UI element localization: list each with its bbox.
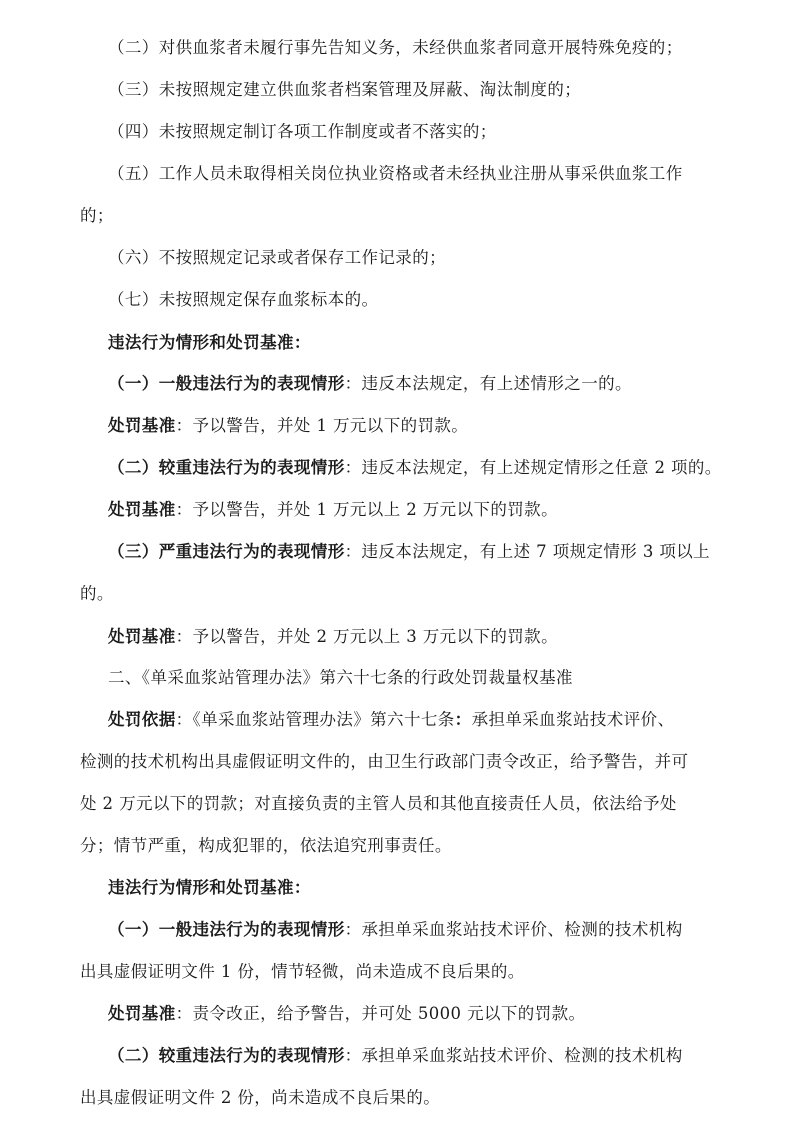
- section1-severe-penalty-label: 处罚基准: [108, 627, 176, 646]
- section1-severe-cont: 的。: [80, 584, 114, 603]
- section1-general-penalty: [108, 415, 730, 437]
- section1-heading: 违法行为情形和处罚基准：: [108, 333, 311, 352]
- section2-general-penalty-label: 处罚基准: [108, 1004, 176, 1023]
- section1-general: [108, 373, 730, 395]
- item-7: （七）未按照规定保存血浆标本的。: [108, 290, 379, 309]
- item-5: （五）工作人员未取得相关岗位执业资格或者未经执业注册从事采供血浆工作: [108, 164, 683, 183]
- section2-general-penalty-text: ：责令改正，给予警告，并可处 5000 元以下的罚款。: [175, 1004, 586, 1023]
- section2-serious-label: （二）较重违法行为的表现情形: [108, 1046, 345, 1065]
- section1-serious-penalty: [108, 499, 730, 521]
- item-5-cont: 的；: [80, 206, 114, 225]
- section2-serious: [108, 1045, 730, 1067]
- item-3: （三）未按照规定建立供血浆者档案管理及屏蔽、淘汰制度的；: [108, 80, 582, 99]
- section2-basis-line-2: 检测的技术机构出具虚假证明文件的，由卫生行政部门责令改正，给予警告，并可: [80, 752, 689, 771]
- section2-basis-line-4: 分；情节严重，构成犯罪的，依法追究刑事责任。: [80, 836, 452, 855]
- section1-severe-penalty-text: ：予以警告，并处 2 万元以上 3 万元以下的罚款。: [175, 627, 558, 646]
- section2-general-text: ：承担单采血浆站技术评价、检测的技术机构: [344, 920, 683, 939]
- section2-general: [108, 919, 730, 941]
- section2-heading: 违法行为情形和处罚基准：: [108, 878, 311, 897]
- section1-serious: [108, 457, 730, 479]
- section1-severe-text: ：违反本法规定，有上述 7 项规定情形 3 项以上: [344, 542, 711, 561]
- item-4: （四）未按照规定制订各项工作制度或者不落实的；: [108, 122, 497, 141]
- section1-serious-penalty-label: 处罚基准: [108, 500, 176, 519]
- section2-general-penalty: [108, 1003, 730, 1025]
- section1-severe-label: （三）严重违法行为的表现情形: [108, 542, 345, 561]
- section2-serious-text: ：承担单采血浆站技术评价、检测的技术机构: [344, 1046, 683, 1065]
- section1-severe-penalty: [108, 626, 730, 648]
- section2-basis-colon: ：: [454, 710, 472, 729]
- section1-serious-label: （二）较重违法行为的表现情形: [108, 458, 345, 477]
- section2-serious-cont: 出具虚假证明文件 2 份，尚未造成不良后果的。: [80, 1088, 441, 1107]
- section2-basis-ref: ：《单采血浆站管理办法》第六十七条: [175, 710, 455, 729]
- item-6: （六）不按照规定记录或者保存工作记录的；: [108, 248, 446, 267]
- section2-basis-label: 处罚依据: [108, 710, 176, 729]
- section2-basis: [108, 709, 730, 731]
- section1-general-penalty-text: ：予以警告，并处 1 万元以下的罚款。: [175, 416, 469, 435]
- section2-basis-line-3: 处 2 万元以下的罚款；对直接负责的主管人员和其他直接责任人员，依法给予处: [80, 794, 677, 813]
- section1-general-label: （一）一般违法行为的表现情形: [108, 374, 345, 393]
- section2-general-cont: 出具虚假证明文件 1 份，情节轻微，尚未造成不良后果的。: [80, 962, 525, 981]
- section1-general-text: ：违反本法规定，有上述情形之一的。: [344, 374, 632, 393]
- section1-general-penalty-label: 处罚基准: [108, 416, 176, 435]
- section2-basis-text-1: 承担单采血浆站技术评价、: [471, 710, 675, 729]
- section1-serious-penalty-text: ：予以警告，并处 1 万元以上 2 万元以下的罚款。: [175, 500, 558, 519]
- section1-serious-text: ：违反本法规定，有上述规定情形之任意 2 项的。: [344, 458, 722, 477]
- section2-title: 二、《单采血浆站管理办法》第六十七条的行政处罚裁量权基准: [108, 668, 573, 687]
- section1-severe: [108, 541, 730, 563]
- item-2: （二）对供血浆者未履行事先告知义务，未经供血浆者同意开展特殊免疫的；: [108, 38, 683, 57]
- section2-general-label: （一）一般违法行为的表现情形: [108, 920, 345, 939]
